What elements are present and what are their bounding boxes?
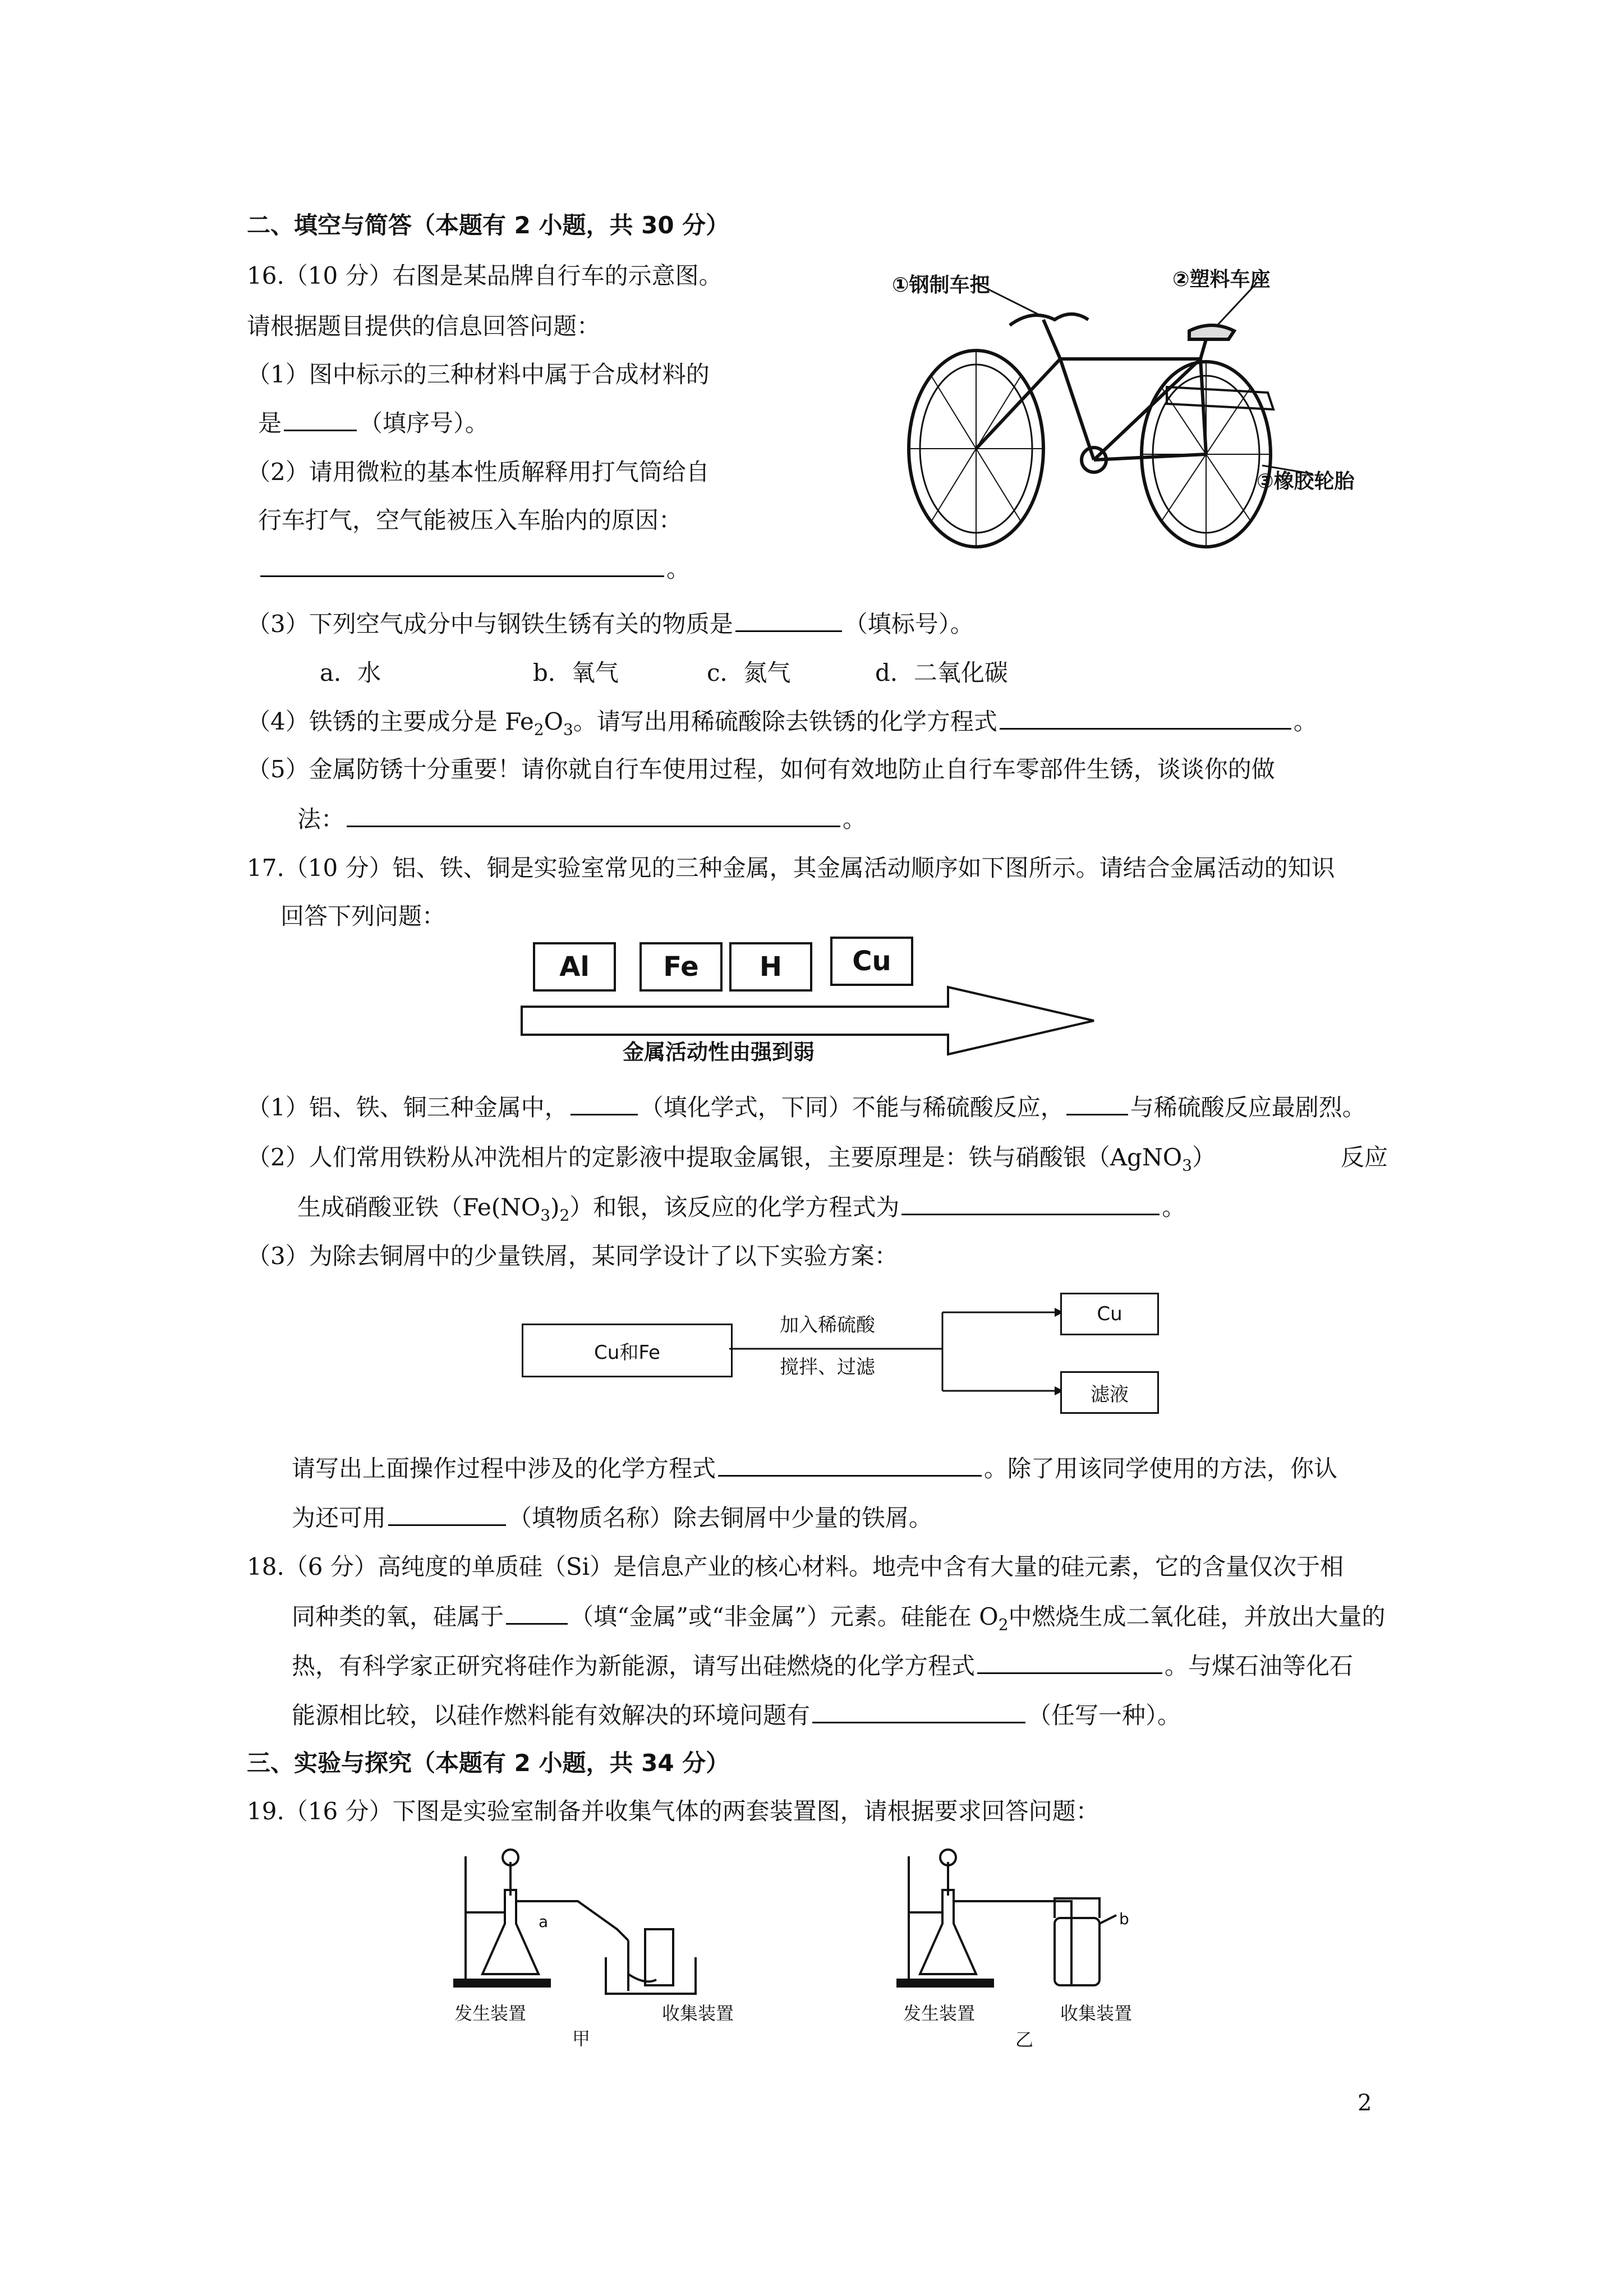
q16-part4-text: （4）铁锈的主要成分是 Fe bbox=[247, 708, 534, 735]
bike-label-handlebar: ①钢制车把 bbox=[892, 274, 990, 297]
q17-part2-line1 bbox=[247, 1141, 1216, 1182]
apparatus-jia bbox=[443, 1845, 757, 2002]
jia-collector-label: 收集装置 bbox=[662, 2003, 734, 2024]
q16-part3-text: （3）下列空气成分中与钢铁生锈有关的物质是 bbox=[247, 610, 733, 638]
yi-mark-b: b bbox=[1119, 1910, 1129, 1928]
q16-stem: 16.（10 分）右图是某品牌自行车的示意图。 bbox=[247, 262, 723, 289]
metal-fe-label: Fe bbox=[663, 951, 699, 983]
q16-part1-prefix: 是 bbox=[258, 409, 282, 437]
q16-part4-o: O bbox=[544, 708, 564, 735]
q17-stem-line2: 回答下列问题： bbox=[280, 902, 446, 930]
q18-line3 bbox=[292, 1649, 1353, 1683]
q18-line4-text: 能源相比较，以硅作燃料能有效解决的环境问题有 bbox=[292, 1702, 811, 1729]
q19-stem: 19.（16 分）下图是实验室制备并收集气体的两套装置图，请根据要求回答问题： bbox=[247, 1797, 1099, 1825]
yi-generator-label: 发生装置 bbox=[903, 2003, 976, 2024]
metal-h-label: H bbox=[759, 951, 783, 983]
q17-part1 bbox=[247, 1090, 1366, 1124]
q16-part1-line1: （1）图中标示的三种材料中属于合成材料的 bbox=[247, 361, 710, 388]
q16-part5-end: 。 bbox=[843, 805, 867, 833]
q17-part1-blank1[interactable] bbox=[571, 1090, 638, 1115]
q16-part2-line2: 行车打气，空气能被压入车胎内的原因： bbox=[258, 506, 683, 534]
q16-part2-line3 bbox=[258, 552, 690, 586]
q16-part1-blank[interactable] bbox=[284, 406, 357, 431]
q16-part2-end: 。 bbox=[666, 555, 691, 583]
flow-out1-box bbox=[1060, 1293, 1159, 1335]
q18-blank1[interactable] bbox=[506, 1599, 568, 1625]
q17-part2-sub: 3 bbox=[1182, 1156, 1192, 1175]
q18-line2-sub: 2 bbox=[998, 1615, 1009, 1634]
q17-part3-text3: 为还可用 bbox=[292, 1504, 387, 1532]
q16-part4-text2: 。请写出用稀硫酸除去铁锈的化学方程式 bbox=[573, 708, 997, 735]
metal-cu-label: Cu bbox=[852, 946, 891, 977]
bike-label-seat: ②塑料车座 bbox=[1172, 268, 1271, 291]
q16-part5-line1: （5）金属防锈十分重要！请你就自行车使用过程，如何有效地防止自行车零部件生锈，谈谈你的做 bbox=[247, 755, 1275, 783]
q16-part5-line2 bbox=[297, 802, 866, 836]
q18-blank2[interactable] bbox=[977, 1649, 1162, 1674]
metal-box-cu bbox=[830, 937, 913, 986]
q16-part5-prefix: 法： bbox=[297, 805, 345, 833]
q17-part3-blank2[interactable] bbox=[388, 1501, 506, 1526]
q16-part2-blank[interactable] bbox=[260, 552, 664, 577]
q17-part2-paren: ） bbox=[1191, 1144, 1216, 1171]
q17-part2-text4: ）和银，该反应的化学方程式为 bbox=[569, 1193, 900, 1221]
q17-part1-text3: 与稀硫酸反应最剧烈。 bbox=[1130, 1094, 1366, 1121]
q18-line3-text: 热，有科学家正研究将硅作为新能源，请写出硅燃烧的化学方程式 bbox=[292, 1652, 976, 1680]
q17-part3: （3）为除去铜屑中的少量铁屑，某同学设计了以下实验方案： bbox=[247, 1242, 898, 1270]
q16-part4-sub1: 2 bbox=[533, 720, 544, 739]
q16-part1-line2 bbox=[258, 406, 489, 440]
jia-generator-label: 发生装置 bbox=[454, 2003, 527, 2024]
q18-line3-text2: 。与煤石油等化石 bbox=[1165, 1652, 1354, 1680]
flow-op1-label: 加入稀硫酸 bbox=[780, 1314, 875, 1336]
jia-name: 甲 bbox=[572, 2028, 591, 2049]
q17-part2-paren2: ) bbox=[550, 1193, 560, 1221]
q17-part3-blank1[interactable] bbox=[718, 1451, 982, 1477]
yi-name: 乙 bbox=[1015, 2029, 1034, 2050]
q17-part1-blank2[interactable] bbox=[1066, 1090, 1128, 1115]
q17-part2-blank[interactable] bbox=[901, 1190, 1160, 1215]
q18-line2-text3: 中燃烧生成二氧化硅，并放出大量的 bbox=[1008, 1603, 1386, 1630]
q17-part1-text: （1）铝、铁、铜三种金属中， bbox=[247, 1094, 568, 1121]
q16-option-d: d．二氧化碳 bbox=[875, 659, 1008, 686]
q16-option-b: b．氧气 bbox=[533, 659, 619, 686]
yi-collector-label: 收集装置 bbox=[1060, 2003, 1133, 2024]
bike-label-tire: ③橡胶轮胎 bbox=[1257, 470, 1355, 493]
jia-mark-a: a bbox=[539, 1912, 549, 1931]
q16-part5-blank[interactable] bbox=[347, 802, 840, 827]
q17-part3-text4: （填物质名称）除去铜屑中少量的铁屑。 bbox=[508, 1504, 933, 1532]
q16-part3-blank[interactable] bbox=[735, 607, 842, 632]
q16-part4 bbox=[247, 704, 1317, 746]
flow-out2-label: 滤液 bbox=[1091, 1383, 1129, 1406]
q17-part3-line3 bbox=[292, 1501, 932, 1535]
flow-out1-label: Cu bbox=[1097, 1303, 1122, 1325]
q17-part3-text2: 。除了用该同学使用的方法，你认 bbox=[984, 1455, 1338, 1482]
q17-part2-line2 bbox=[297, 1190, 1185, 1232]
q17-part3-text: 请写出上面操作过程中涉及的化学方程式 bbox=[292, 1455, 716, 1482]
q18-line2 bbox=[292, 1599, 1386, 1642]
section-3-title: 三、实验与探究（本题有 2 小题，共 34 分） bbox=[247, 1749, 730, 1777]
q18-blank3[interactable] bbox=[812, 1698, 1025, 1723]
q18-line4-text2: （任写一种）。 bbox=[1028, 1702, 1181, 1729]
flow-out2-box bbox=[1060, 1371, 1159, 1414]
q17-part2-end: 。 bbox=[1162, 1193, 1186, 1221]
q17-part2-text: （2）人们常用铁粉从冲洗相片的定影液中提取金属银，主要原理是：铁与硝酸银（AgNO bbox=[247, 1144, 1183, 1171]
q17-part2-react: 反应 bbox=[1341, 1144, 1388, 1171]
q17-part2-sub3: 2 bbox=[559, 1206, 570, 1225]
q17-part1-text2: （填化学式，下同）不能与稀硫酸反应， bbox=[640, 1094, 1064, 1121]
q17-part2-text3: 生成硝酸亚铁（Fe(NO bbox=[297, 1193, 541, 1221]
section-2-title: 二、填空与简答（本题有 2 小题，共 30 分） bbox=[247, 211, 730, 239]
activity-arrow-label: 金属活动性由强到弱 bbox=[623, 1040, 815, 1064]
q17-part3-line2 bbox=[292, 1451, 1337, 1486]
q16-part4-end: 。 bbox=[1293, 708, 1317, 735]
q17-part2-sub2: 3 bbox=[540, 1206, 551, 1225]
q18-line4 bbox=[292, 1698, 1181, 1732]
q16-option-c: c．氮气 bbox=[707, 659, 791, 686]
q16-part4-blank[interactable] bbox=[1000, 704, 1291, 730]
q16-part1-suffix: （填序号）。 bbox=[359, 409, 489, 437]
q16-instruction: 请根据题目提供的信息回答问题： bbox=[247, 312, 601, 340]
metal-al-label: Al bbox=[559, 951, 590, 983]
q18-line2-text2: （填“金属”或“非金属”）元素。硅能在 O bbox=[570, 1603, 999, 1630]
q17-stem-line1: 17.（10 分）铝、铁、铜是实验室常见的三种金属，其金属活动顺序如下图所示。请结合金属活动的知识 bbox=[247, 854, 1335, 882]
page-number: 2 bbox=[1358, 2090, 1372, 2116]
q16-part3 bbox=[247, 607, 974, 641]
q16-part2-line1: （2）请用微粒的基本性质解释用打气筒给自 bbox=[247, 458, 710, 486]
flow-op2-label: 搅拌、过滤 bbox=[780, 1356, 875, 1378]
q16-part4-sub2: 3 bbox=[563, 720, 573, 739]
q18-line2-text: 同种类的氧，硅属于 bbox=[292, 1603, 504, 1630]
q18-line1: 18.（6 分）高纯度的单质硅（Si）是信息产业的核心材料。地壳中含有大量的硅元素，它的含量仅次于相 bbox=[247, 1553, 1344, 1580]
flow-start-label: Cu和Fe bbox=[594, 1341, 660, 1364]
q16-option-a: a．水 bbox=[320, 659, 381, 686]
q16-part3-suffix: （填标号）。 bbox=[844, 610, 974, 638]
flow-start-box bbox=[522, 1324, 733, 1377]
